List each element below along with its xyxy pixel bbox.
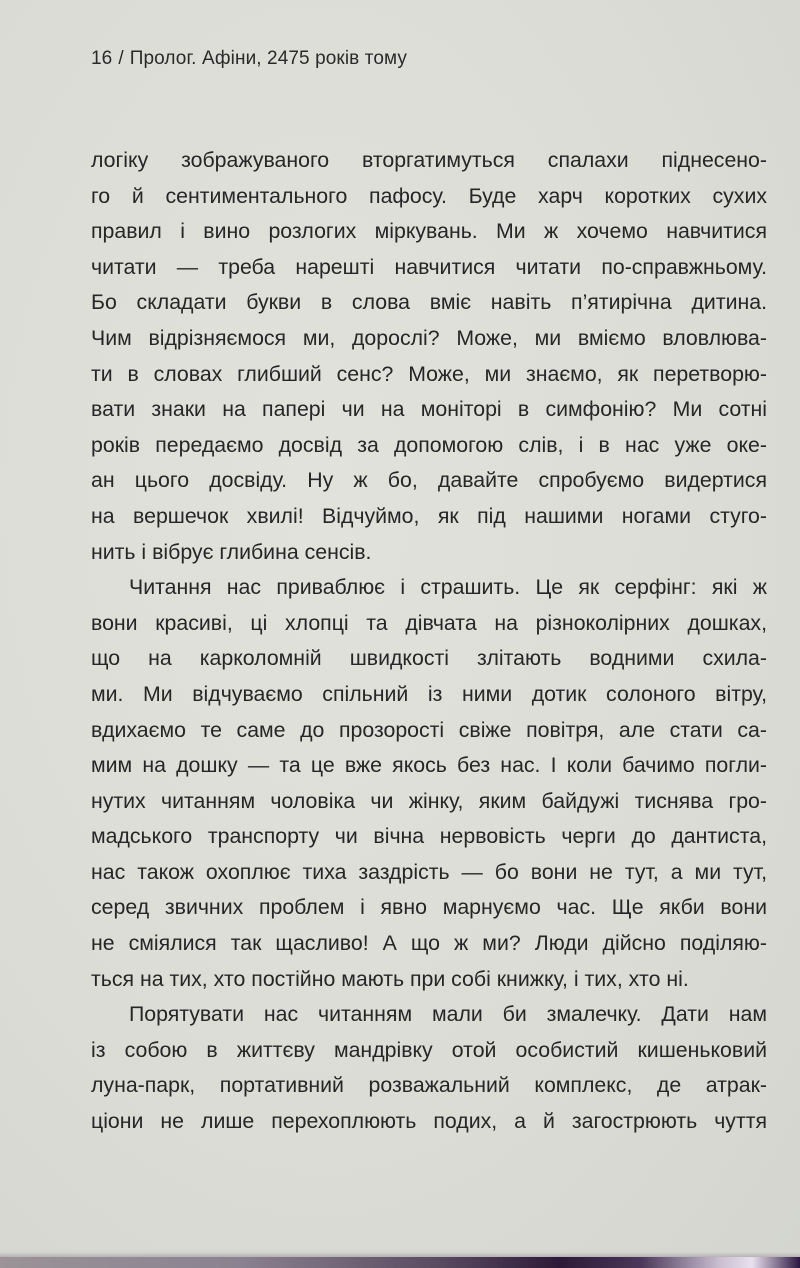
paragraph-first-line: Читання нас приваблює і страшить. Це як серфінг: які ж bbox=[129, 575, 767, 600]
text-line: нить і вібрує глибина сенсів. bbox=[91, 539, 372, 564]
paragraph-first-line: Порятувати нас читанням мали би змалечку. Дати нам bbox=[129, 1002, 767, 1027]
text-line: на вершечок хвилі! Відчуймо, як під нашими ногами стуго- bbox=[91, 503, 767, 528]
text-line: мадського транспорту чи вічна нервовість черги до дантиста, bbox=[91, 824, 767, 849]
text-line: читати — треба нарешті навчитися читати по-справжньому. bbox=[91, 254, 767, 279]
text-line: ться на тих, хто постійно мають при собі книжку, і тих, хто ні. bbox=[91, 966, 689, 991]
text-line: логіку зображуваного вторгатимуться спалахи піднесено- bbox=[91, 148, 767, 172]
running-head-separator: / bbox=[118, 48, 124, 69]
running-head bbox=[91, 48, 407, 70]
text-line: мим на дошку — та це вже якось без нас. І коли бачимо погли- bbox=[91, 753, 767, 778]
text-line: го й сентиментального пафосу. Буде харч коротких сухих bbox=[91, 183, 767, 208]
text-line: нутих читанням чоловіка чи жінку, яким байдужі тиснява гро- bbox=[91, 788, 767, 813]
text-line: не сміялися так щасливо! А що ж ми? Люди дійсно поділяю- bbox=[91, 931, 767, 956]
text-line: ан цього досвіду. Ну ж бо, давайте спробуємо видертися bbox=[91, 468, 767, 493]
page-number: 16 bbox=[91, 48, 113, 69]
chapter-title: Пролог. Афіни, 2475 років тому bbox=[129, 48, 407, 69]
text-line: вони красиві, ці хлопці та дівчата на різноколірних дошках, bbox=[91, 610, 767, 635]
text-line: правил і вино розлогих міркувань. Ми ж хочемо навчитися bbox=[91, 219, 767, 244]
body-text bbox=[91, 143, 767, 1140]
text-line: ціони не лише перехоплюють подих, а й загострюють чуття bbox=[91, 1109, 767, 1134]
text-line: вати знаки на папері чи на моніторі в симфонію? Ми сотні bbox=[91, 397, 767, 422]
text-line: ти в словах глибший сенс? Може, ми знаємо, як перетворю- bbox=[91, 361, 767, 386]
text-line: луна-парк, портативний розважальний комплекс, де атрак- bbox=[91, 1073, 767, 1098]
text-line: Чим відрізняємося ми, дорослі? Може, ми вміємо вловлюва- bbox=[91, 325, 767, 350]
text-line: із собою в життєву мандрівку отой особистий кишеньковий bbox=[91, 1037, 767, 1062]
text-line: вдихаємо те саме до прозорості свіже повітря, але стати са- bbox=[91, 717, 767, 742]
text-line: Бо складати букви в слова вміє навіть п’ятирічна дитина. bbox=[91, 290, 767, 315]
text-line: серед звичних проблем і явно марнуємо час. Ще якби вони bbox=[91, 895, 767, 920]
text-line: ми. Ми відчуваємо спільний із ними дотик солоного вітру, bbox=[91, 681, 767, 706]
text-line: років передаємо досвід за допомогою слів, і в нас уже оке- bbox=[91, 432, 767, 457]
text-line: що на карколомній швидкості злітають водними схила- bbox=[91, 646, 767, 671]
book-bottom-edge bbox=[0, 1257, 800, 1268]
text-line: нас також охоплює тиха заздрість — бо вони не тут, а ми тут, bbox=[91, 859, 767, 884]
